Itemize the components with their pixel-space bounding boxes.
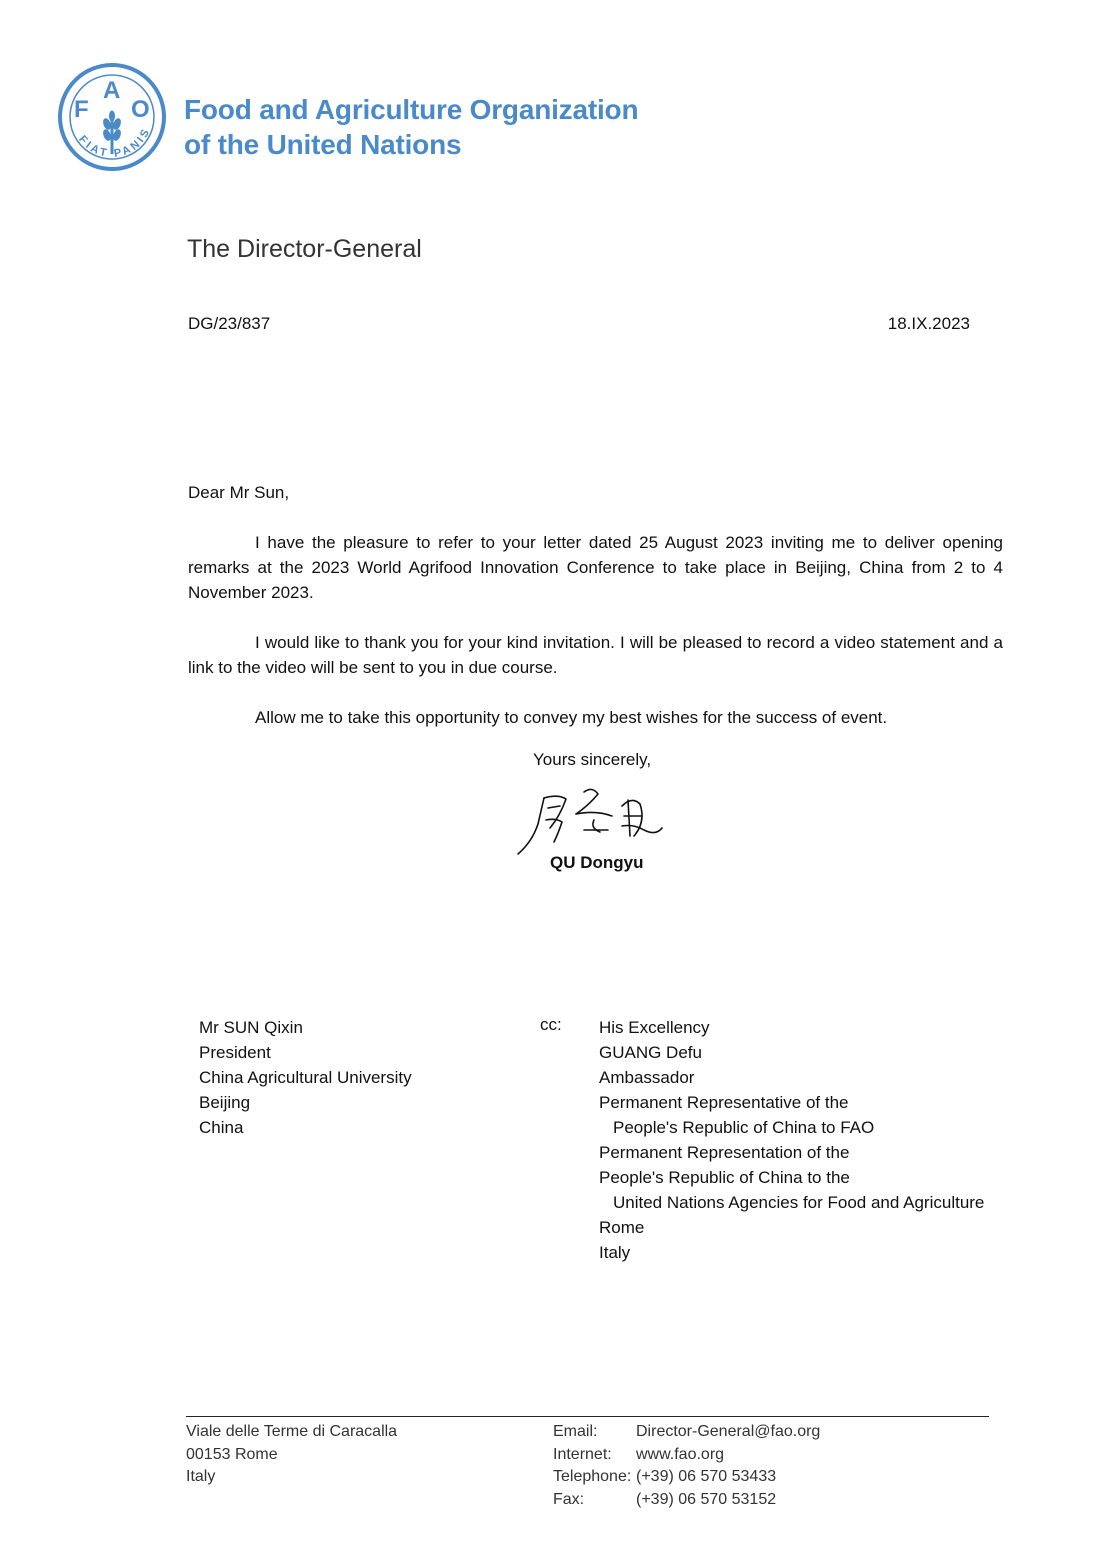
footer-contact-labels bbox=[553, 1421, 631, 1511]
email-link[interactable]: Director-General@fao.org bbox=[636, 1423, 821, 1440]
cc-line: Ambassador bbox=[599, 1068, 695, 1087]
recipient-line: China bbox=[199, 1118, 244, 1137]
reference-number: DG/23/837 bbox=[188, 314, 271, 333]
cc-label: cc: bbox=[540, 1015, 562, 1034]
fao-logo bbox=[57, 62, 167, 172]
office-title: The Director-General bbox=[187, 235, 422, 263]
logo-letter-a: A bbox=[103, 77, 121, 104]
logo-letter-o: O bbox=[131, 96, 150, 123]
cc-line: United Nations Agencies for Food and Agriculture bbox=[613, 1193, 985, 1212]
recipient-address bbox=[199, 1015, 412, 1140]
website-link[interactable]: www.fao.org bbox=[636, 1445, 725, 1463]
organization-name bbox=[184, 92, 638, 162]
footer-contact-values bbox=[636, 1421, 820, 1511]
paragraph-1: I have the pleasure to refer to your letter dated 25 August 2023 inviting me to deliver opening remarks at the 2023 World Agrifood Innovation Conference to take place in Beijing, China from 2 to 4 November 2023. bbox=[188, 533, 1003, 602]
footer-address-line: Viale delle Terme di Caracalla bbox=[186, 1423, 398, 1440]
cc-line: GUANG Defu bbox=[599, 1043, 702, 1062]
letter-body bbox=[188, 480, 1003, 755]
footer-divider bbox=[186, 1416, 989, 1417]
logo-letter-f: F bbox=[74, 96, 89, 123]
organization-name-line-2: of the United Nations bbox=[184, 129, 462, 160]
fax-label: Fax: bbox=[553, 1490, 585, 1508]
closing: Yours sincerely, bbox=[533, 750, 652, 769]
recipient-line: Mr SUN Qixin bbox=[199, 1018, 303, 1037]
cc-line: Permanent Representative of the bbox=[599, 1093, 849, 1112]
logo-motto: FIAT PANIS bbox=[76, 125, 154, 160]
organization-name-line-1: Food and Agriculture Organization bbox=[184, 94, 639, 125]
cc-line: People's Republic of China to the bbox=[599, 1168, 850, 1187]
signer-name: QU Dongyu bbox=[550, 853, 644, 872]
cc-address bbox=[599, 1015, 984, 1265]
cc-line: His Excellency bbox=[599, 1018, 710, 1037]
fax-number: (+39) 06 570 53152 bbox=[636, 1490, 777, 1508]
cc-line: Italy bbox=[599, 1243, 631, 1262]
recipient-line: President bbox=[199, 1043, 271, 1062]
salutation: Dear Mr Sun, bbox=[188, 483, 290, 502]
paragraph-3: Allow me to take this opportunity to convey my best wishes for the success of event. bbox=[255, 708, 888, 727]
footer-address-line: Italy bbox=[186, 1468, 216, 1485]
cc-line: Rome bbox=[599, 1218, 645, 1237]
internet-label: Internet: bbox=[553, 1445, 612, 1463]
telephone-number: (+39) 06 570 53433 bbox=[636, 1468, 777, 1485]
email-label: Email: bbox=[553, 1423, 598, 1440]
footer-address bbox=[186, 1421, 397, 1489]
footer-address-line: 00153 Rome bbox=[186, 1445, 278, 1463]
recipient-line: China Agricultural University bbox=[199, 1068, 412, 1087]
telephone-label: Telephone: bbox=[553, 1468, 632, 1485]
paragraph-2: I would like to thank you for your kind invitation. I will be pleased to record a video statement and a link to the video will be sent to you in due course. bbox=[188, 633, 1003, 677]
recipient-line: Beijing bbox=[199, 1093, 251, 1112]
cc-line: People's Republic of China to FAO bbox=[613, 1118, 875, 1137]
cc-line: Permanent Representation of the bbox=[599, 1143, 850, 1162]
letter-date: 18.IX.2023 bbox=[887, 314, 970, 333]
signature bbox=[510, 776, 680, 858]
